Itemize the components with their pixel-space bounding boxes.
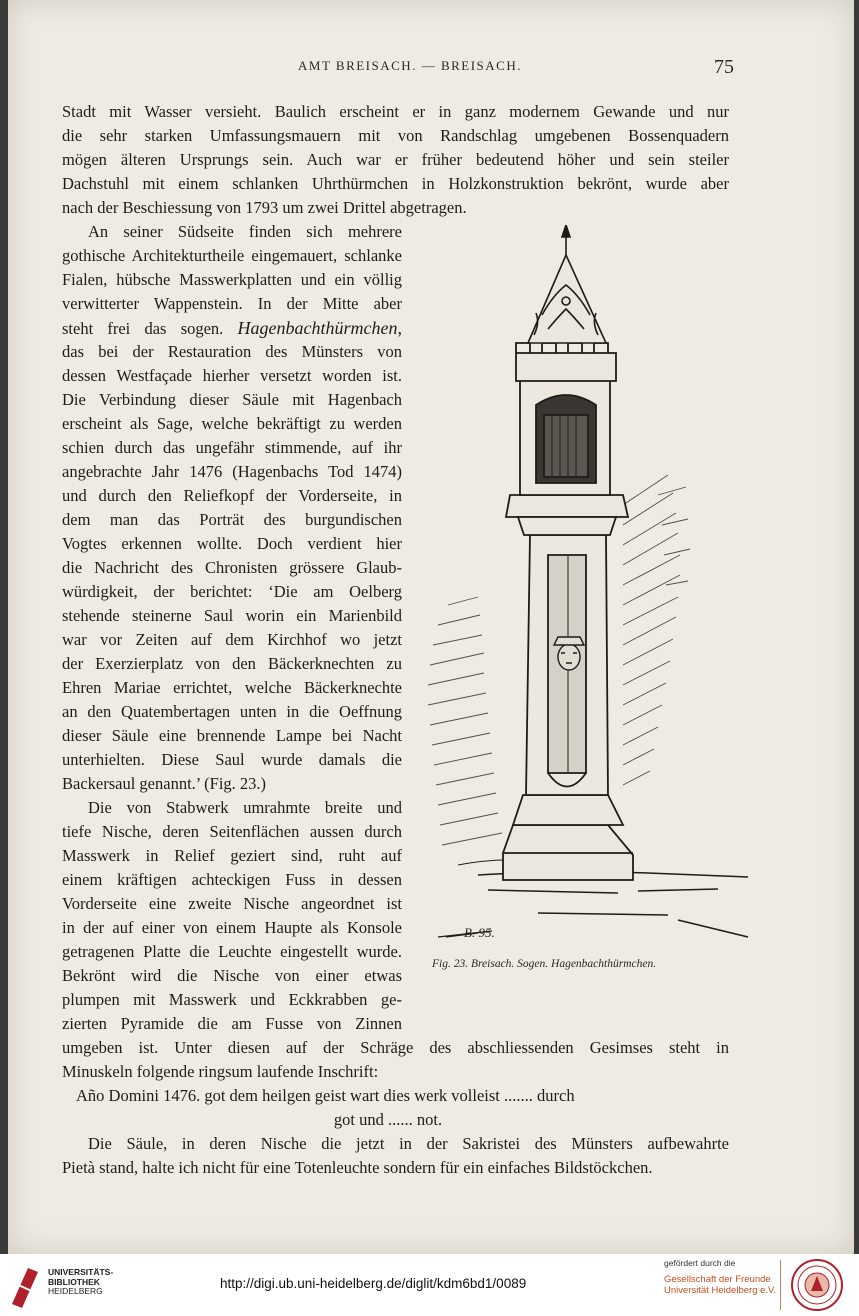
pedestal	[503, 795, 633, 880]
text-line: die sehr starken Umfassungsmauern mit von Randschlag umgebenen Bossenquadern	[62, 126, 729, 145]
text-line: unterhielten. Diese Saul wurde damals die	[62, 750, 402, 769]
text-line: dem man das Porträt des burgundischen	[62, 510, 402, 529]
text-line: würdigkeit, der berichtet: ‘Die am Oelberg	[62, 582, 402, 601]
text-line: tiefe Nische, deren Seitenflächen aussen durch	[62, 822, 402, 841]
text-line: an den Quatembertagen unten in die Oeffnung	[62, 702, 402, 721]
text-line: Vorderseite eine zweite Nische angeordnet ist	[62, 894, 402, 913]
scanned-page	[8, 0, 854, 1254]
text-line: An seiner Südseite finden sich mehrere	[88, 222, 402, 241]
library-name	[48, 1268, 113, 1297]
university-library-logo-icon	[8, 1264, 42, 1308]
monument-name: Hagenbachthürmchen,	[237, 318, 402, 338]
page-number: 75	[714, 56, 734, 78]
text-line: angebrachte Jahr 1476 (Hagenbachs Tod 1474)	[62, 462, 402, 481]
text-line: der Exerzierplatz von den Bäckerknechten zu	[62, 654, 402, 673]
figure-caption: Fig. 23. Breisach. Sogen. Hagenbachthürmchen.	[432, 958, 657, 970]
inscription-line: got und ...... not.	[333, 1110, 443, 1129]
niche-housing	[520, 380, 610, 495]
text-line: erscheint als Sage, welche bekräftigt zu werden	[62, 414, 402, 433]
text-line: Vogtes erkennen wollte. Doch verdient hier	[62, 534, 402, 553]
pyramid-spire	[528, 225, 606, 343]
text-line: Die Verbindung dieser Säule mit Hagenbach	[62, 390, 402, 409]
running-header: AMT BREISACH. — BREISACH.	[298, 58, 522, 73]
text-line: Masswerk in Relief geziert sind, ruht auf	[62, 846, 402, 865]
inscription-line: Año Domini 1476. got dem heilgen geist wart dies werk volleist ....... durch	[76, 1086, 575, 1105]
society-name	[664, 1274, 776, 1296]
footer-divider	[780, 1260, 781, 1310]
text-line: gothische Architekturtheile eingemauert, schlanke	[62, 246, 402, 265]
text-line: dessen Westfaçade hierher versetzt worden ist.	[62, 366, 402, 385]
permalink-url[interactable]: http://digi.ub.uni-heidelberg.de/diglit/kdm6bd1/0089	[220, 1276, 527, 1291]
society-name-line: Universität Heidelberg e.V.	[664, 1285, 777, 1296]
text-line: Ehren Mariae errichtet, welche Bäckerknechte	[62, 678, 402, 697]
text-line: die Nachricht des Chronisten grössere Glaub-	[62, 558, 402, 577]
text-line: verwitterter Wappenstein. In der Mitte aber	[62, 294, 402, 313]
signature-text: B. 95.	[464, 925, 495, 940]
text-span: steht frei das sogen.	[62, 319, 224, 338]
library-name-line: HEIDELBERG	[48, 1286, 103, 1296]
text-line: einem kräftigen achteckigen Fuss in dessen	[62, 870, 402, 889]
text-line: schien durch das ungefähr stimmende, auf ihr	[62, 438, 402, 457]
text-line: Fialen, hübsche Masswerkplatten und ein völlig	[62, 270, 402, 289]
text-line: Stadt mit Wasser versieht. Baulich erscheint er in ganz modernem Gewande und nur	[62, 102, 729, 121]
text-line: Backersaul genannt.’ (Fig. 23.)	[62, 774, 267, 793]
society-name-line: Gesellschaft der Freunde	[664, 1274, 771, 1285]
text-line: mögen älteren Ursprungs sein. Auch war er früher bedeutend höher und sein steiler	[62, 150, 729, 169]
university-seal-icon	[790, 1258, 844, 1312]
crenellation	[516, 343, 616, 381]
text-line	[62, 316, 402, 341]
text-line: Die Säule, in deren Nische die jetzt in der Sakristei des Münsters aufbewahrte	[88, 1134, 729, 1153]
text-line: umgeben ist. Unter diesen auf der Schräge des abschliessenden Gesimses steht in	[62, 1038, 729, 1057]
text-line: war vor Zeiten auf dem Kirchhof wo jetzt	[62, 630, 402, 649]
text-line: und durch den Reliefkopf der Vorderseite, in	[62, 486, 402, 505]
text-line: Pietà stand, halte ich nicht für eine Totenleuchte sondern für ein einfaches Bildstöckchen.	[62, 1158, 653, 1177]
text-line: Die von Stabwerk umrahmte breite und	[88, 798, 402, 817]
text-line: getragenen Platte die Leuchte eingestellt wurde.	[62, 942, 402, 961]
text-line: Minuskeln folgende ringsum laufende Inschrift:	[62, 1062, 379, 1081]
library-name-line: UNIVERSITÄTS-	[48, 1267, 114, 1277]
text-line: zierten Pyramide die am Fusse von Zinnen	[62, 1014, 402, 1033]
text-line: das bei der Restauration des Münsters von	[62, 342, 402, 361]
text-line: dieser Säule eine brennende Lampe bei Nacht	[62, 726, 402, 745]
column-engraving	[418, 225, 763, 945]
text-line: plumpen mit Masswerk und Eckkrabben ge-	[62, 990, 402, 1009]
funded-by-label: gefördert durch die	[664, 1258, 736, 1268]
text-line: nach der Beschiessung von 1793 um zwei Drittel abgetragen.	[62, 198, 467, 217]
text-line: stehende steinerne Saul worin ein Marienbild	[62, 606, 402, 625]
library-name-line: BIBLIOTHEK	[48, 1276, 100, 1287]
capital	[506, 495, 628, 535]
text-line: Dachstuhl mit einem schlanken Uhrthürmchen in Holzkonstruktion bekrönt, wurde aber	[62, 174, 729, 193]
text-line: in der auf einer von einem Haupte als Konsole	[62, 918, 402, 937]
text-line: Bekrönt wird die Nische von einer etwas	[62, 966, 402, 985]
footer-bar	[0, 1254, 859, 1316]
